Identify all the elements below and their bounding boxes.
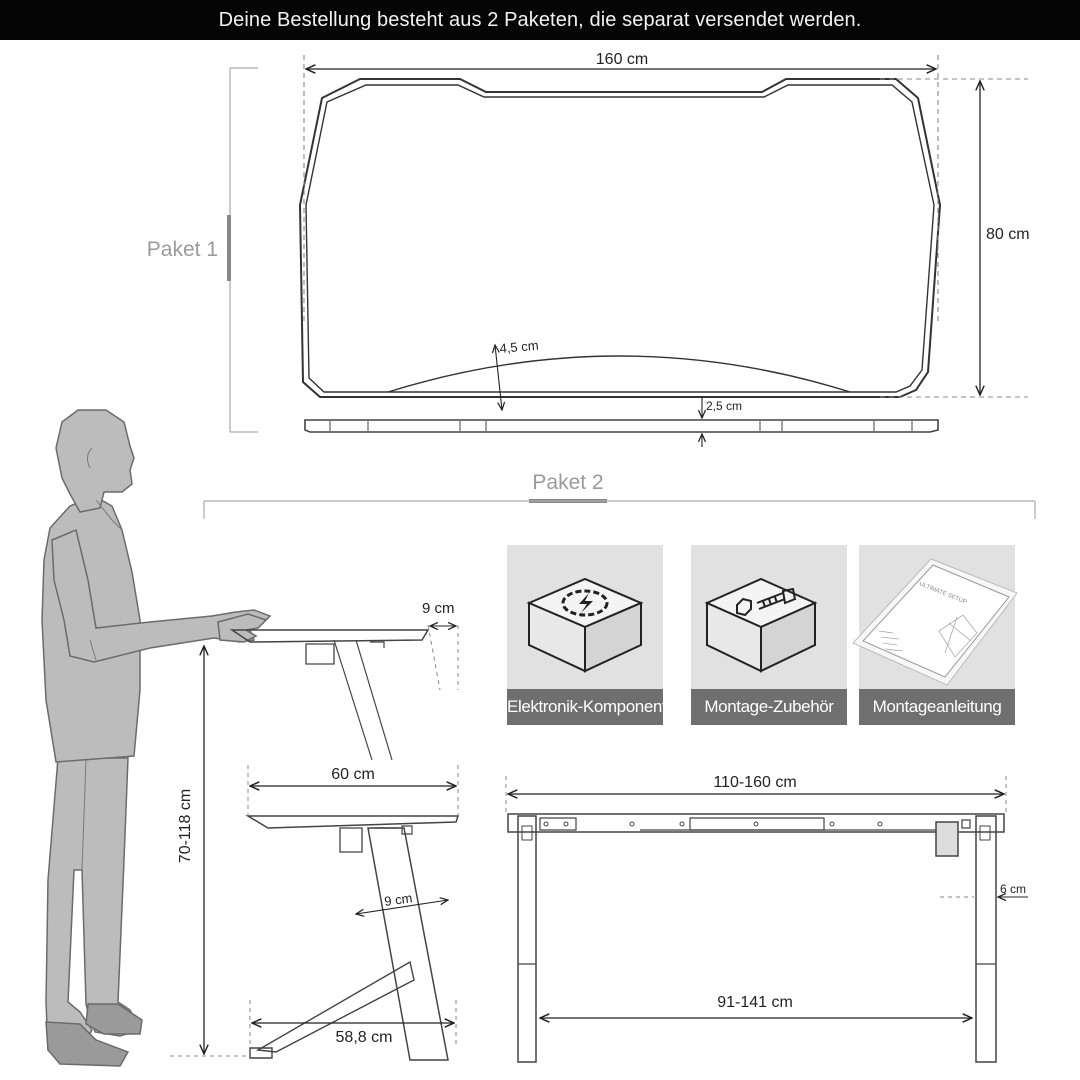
frame-width-label: 110-160 cm (713, 774, 797, 791)
component-label: Montage-Zubehör (691, 689, 847, 725)
leg-width-front-label: 6 cm (1000, 882, 1027, 896)
bolt-nut-box-icon (691, 545, 831, 689)
component-label: Elektronik-Komponenten (507, 689, 663, 725)
package2-label: Paket 2 (532, 471, 604, 494)
lightning-gear-box-icon (507, 545, 663, 689)
person-figure (42, 410, 270, 1066)
component-label: Montageanleitung (859, 689, 1015, 725)
package1-bracket (230, 68, 258, 432)
leg-width-side-label: 9 cm (383, 890, 414, 909)
manual-booklet-icon (859, 545, 1007, 689)
component-card-electronics (507, 545, 685, 725)
overhang-guides (170, 625, 458, 1056)
frame-depth-label: 60 cm (331, 766, 375, 783)
frame-bolts (544, 822, 882, 826)
person-head (56, 410, 134, 512)
overhang-label: 9 cm (422, 600, 455, 617)
desk-top-side-view (305, 420, 938, 432)
manual-brand-text: ULTIMATE SETUP (918, 581, 968, 606)
foot-length-label: 58,8 cm (335, 1029, 393, 1046)
board-thickness-label: 2,5 cm (706, 399, 743, 413)
inner-width-label: 91-141 cm (717, 994, 793, 1011)
desk-depth-label: 80 cm (986, 226, 1030, 243)
shipping-info-banner: Deine Bestellung besteht aus 2 Paketen, die separat versendet werden. (0, 0, 1080, 40)
frame-front-view (508, 814, 1004, 1062)
component-card-manual (859, 545, 1015, 725)
desk-width-label: 160 cm (595, 51, 649, 68)
cutout-depth-label: 4,5 cm (498, 337, 540, 356)
desk-side-view-top (232, 630, 428, 760)
height-range-label: 70-118 cm (177, 788, 194, 864)
package2-bracket (204, 501, 1035, 519)
package1-marker (227, 215, 231, 281)
desk-top-outline (300, 79, 940, 397)
package1-label: Paket 1 (146, 238, 218, 261)
component-card-assembly-parts (691, 545, 847, 725)
